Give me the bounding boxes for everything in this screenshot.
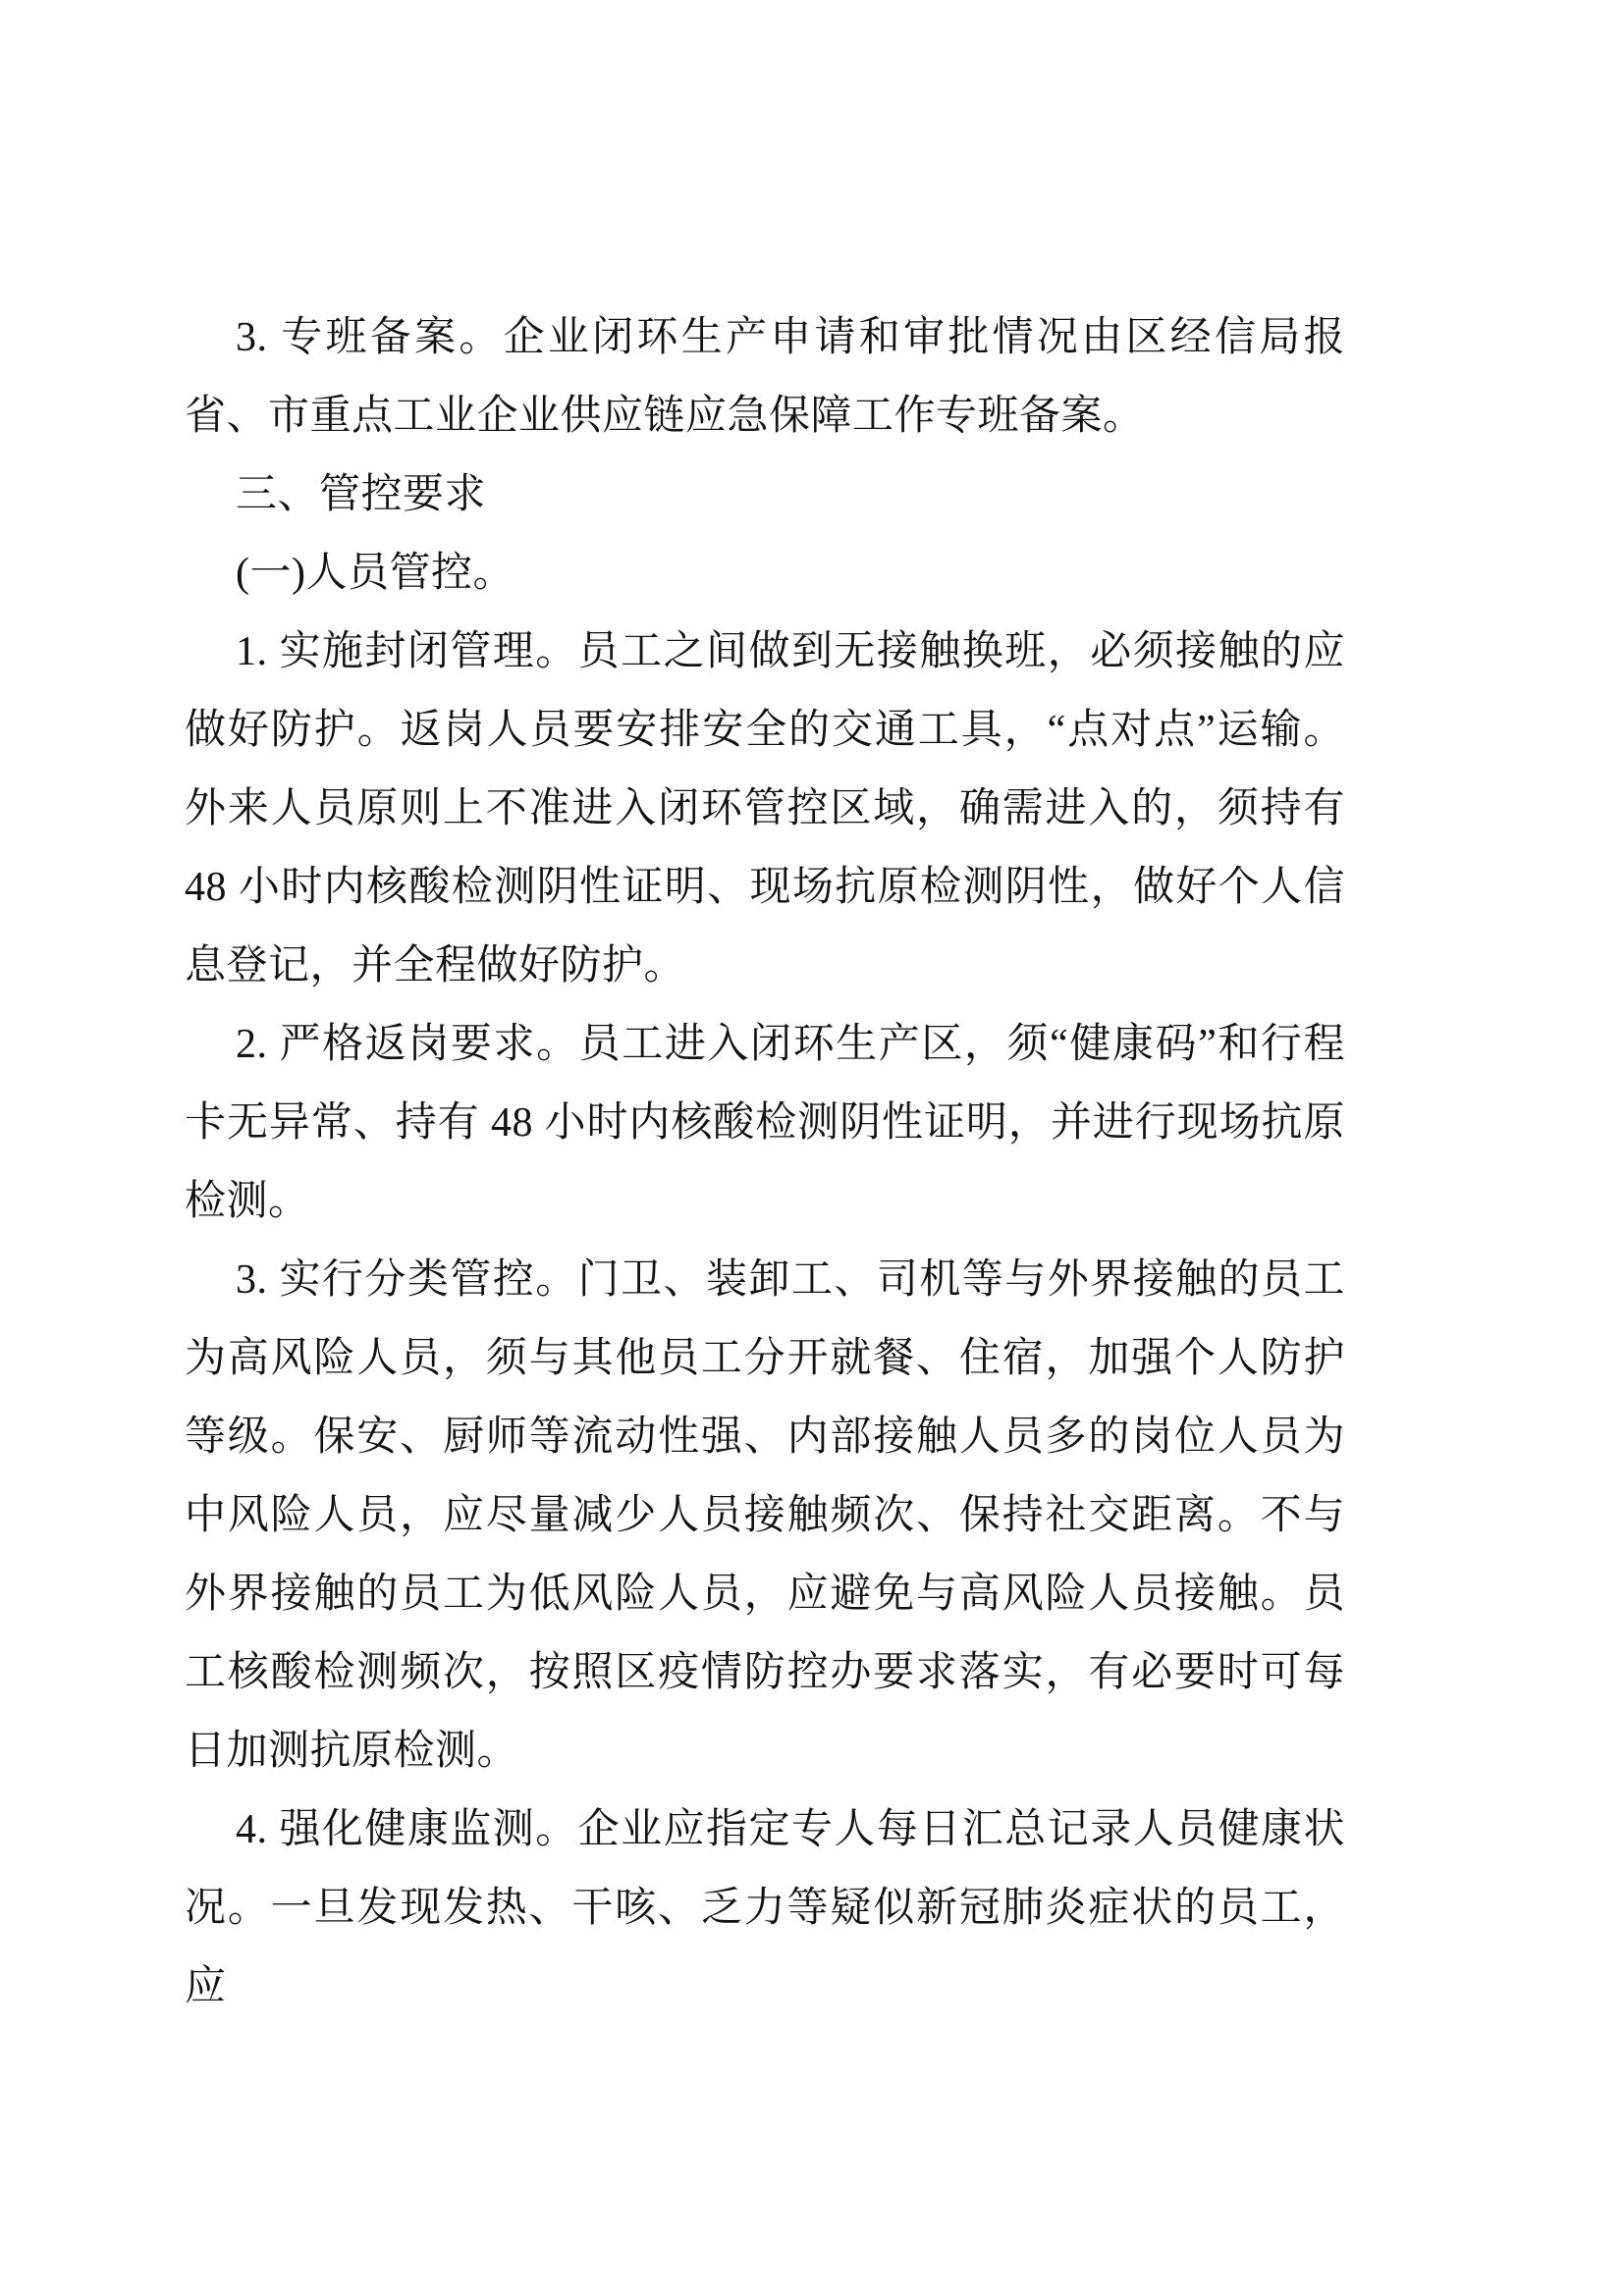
paragraph-taskforce-filing: 3. 专班备案。企业闭环生产申请和审批情况由区经信局报省、市重点工业企业供应链应急保障工作专班备案。 (185, 315, 1345, 439)
paragraph-closed-management: 1. 实施封闭管理。员工之间做到无接触换班，必须接触的应做好防护。返岗人员要安排安全的交通工具，“点对点”运输。外来人员原则上不准进入闭环管控区域，确需进入的，须持有 48 小时内核酸检测阴性证明、现场抗原检测阴性，做好个人信息登记，并全程做好防护。 (185, 629, 1345, 988)
document-body (185, 298, 1345, 2026)
heading-personnel-control: (一)人员管控。 (236, 551, 514, 596)
paragraph-return-to-work: 2. 严格返岗要求。员工进入闭环生产区，须“健康码”和行程卡无异常、持有 48 小时内核酸检测阴性证明，并进行现场抗原检测。 (185, 1022, 1345, 1224)
heading-section-control-requirements: 三、管控要求 (236, 472, 487, 517)
paragraph-health-monitoring: 4. 强化健康监测。企业应指定专人每日汇总记录人员健康状况。一旦发现发热、干咳、乏力等疑似新冠肺炎症状的员工，应 (185, 1807, 1345, 2009)
paragraph-classified-control: 3. 实行分类管控。门卫、装卸工、司机等与外界接触的员工为高风险人员，须与其他员工分开就餐、住宿，加强个人防护等级。保安、厨师等流动性强、内部接触人员多的岗位人员为中风险人员，应尽量减少人员接触频次、保持社交距离。不与外界接触的员工为低风险人员，应避免与高风险人员接触。员工核酸检测频次，按照区疫情防控办要求落实，有必要时可每日加测抗原检测。 (185, 1257, 1345, 1774)
